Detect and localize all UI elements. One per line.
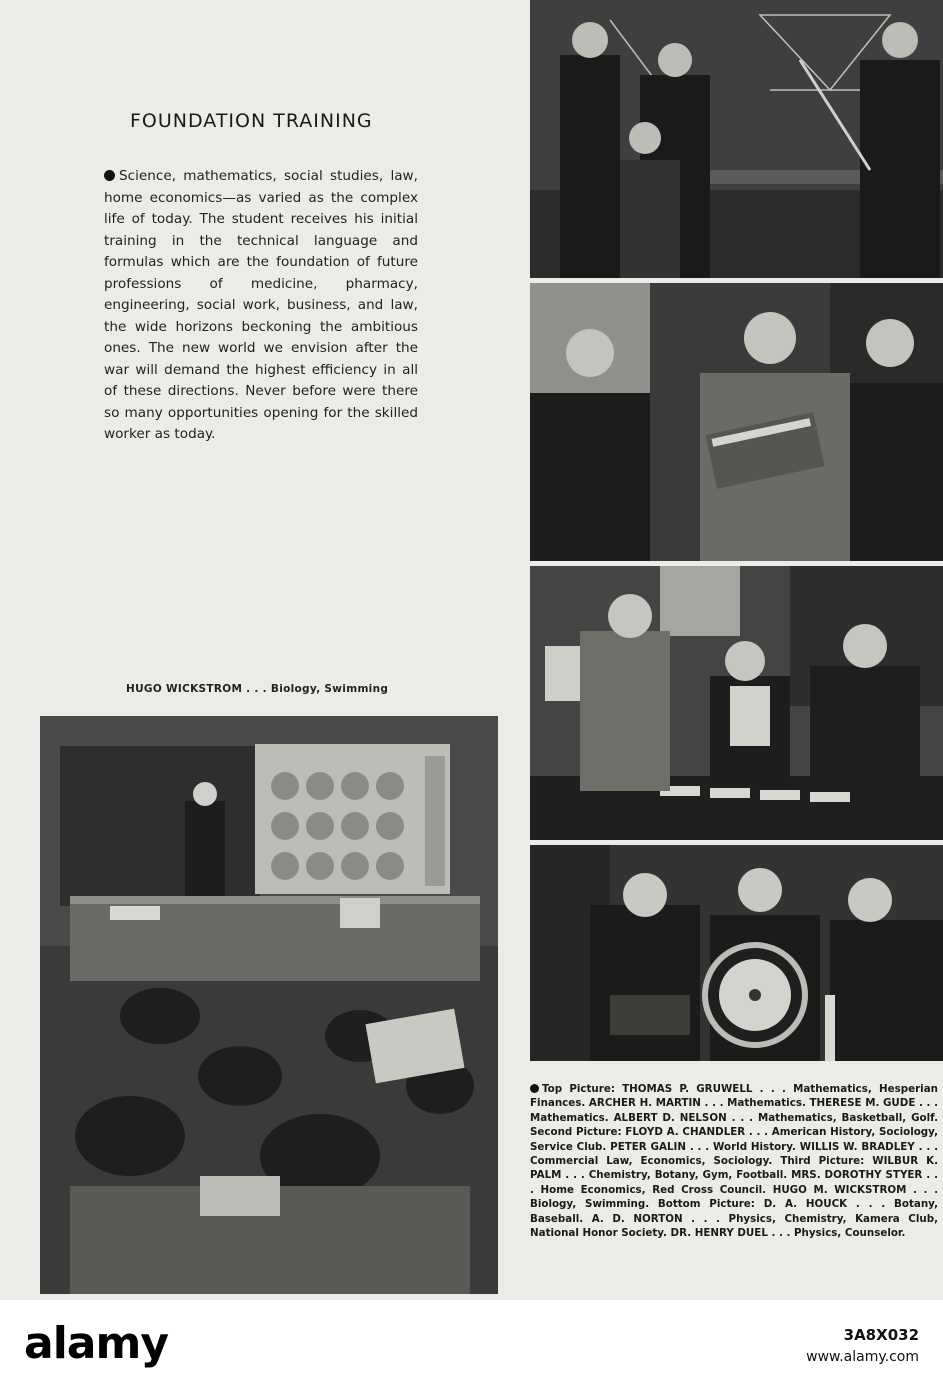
intro-text: Science, mathematics, social studies, law, home economics—as varied as the complex life of today. The student receives his initial training in the technical language and formulas which are the foundation of future professions of medicine, pharmacy, engineering, social work, business, and law, the wide horizons beckoning the ambitious ones. The new world we envision after the war will demand the highest efficiency in all of these directions. Never before were there so many opportunities opening for the skilled worker as today. <box>104 168 418 442</box>
bullet-icon <box>104 170 115 181</box>
page-title: FOUNDATION TRAINING <box>130 110 373 132</box>
science-teachers-photo <box>530 566 943 840</box>
history-teachers-photo <box>530 283 943 561</box>
intro-paragraph <box>104 166 418 446</box>
alamy-logo: alamy <box>24 1318 168 1369</box>
site-url: www.alamy.com <box>806 1349 919 1365</box>
image-reference <box>806 1324 919 1368</box>
image-id: 3A8X032 <box>843 1326 919 1344</box>
physics-teachers-photo <box>530 845 943 1061</box>
mathematics-teachers-photo <box>530 0 943 278</box>
classroom-photo <box>40 716 498 1294</box>
credits-text: Top Picture: THOMAS P. GRUWELL . . . Mathematics, Hesperian Finances. ARCHER H. MARTIN . . . Mathematics. THERESE M. GUDE . . . Mathematics. ALBERT D. NELSON . . . Mathematics, Basketball, Golf. Second Picture: FLOYD A. CHANDLER . . . American History, Sociology, Service Club. PETER GALIN . . . World History. WILLIS W. BRADLEY . . . Commercial Law, Economics, Sociology. Third Picture: WILBUR K. PALM . . . Chemistry, Botany, Gym, Football. MRS. DOROTHY STYER . . . Home Economics, Red Cross Council. HUGO M. WICKSTROM . . . Biology, Swimming. Bottom Picture: D. A. HOUCK . . . Botany, Baseball. A. D. NORTON . . . Physics, Chemistry, Kamera Club, National Honor Society. DR. HENRY DUEL . . . Physics, Counselor. <box>530 1083 938 1240</box>
biology-photo-caption: HUGO WICKSTROM . . . Biology, Swimming <box>126 683 389 695</box>
photo-credits-caption <box>530 1082 938 1240</box>
caption-marker-icon <box>530 1084 539 1093</box>
